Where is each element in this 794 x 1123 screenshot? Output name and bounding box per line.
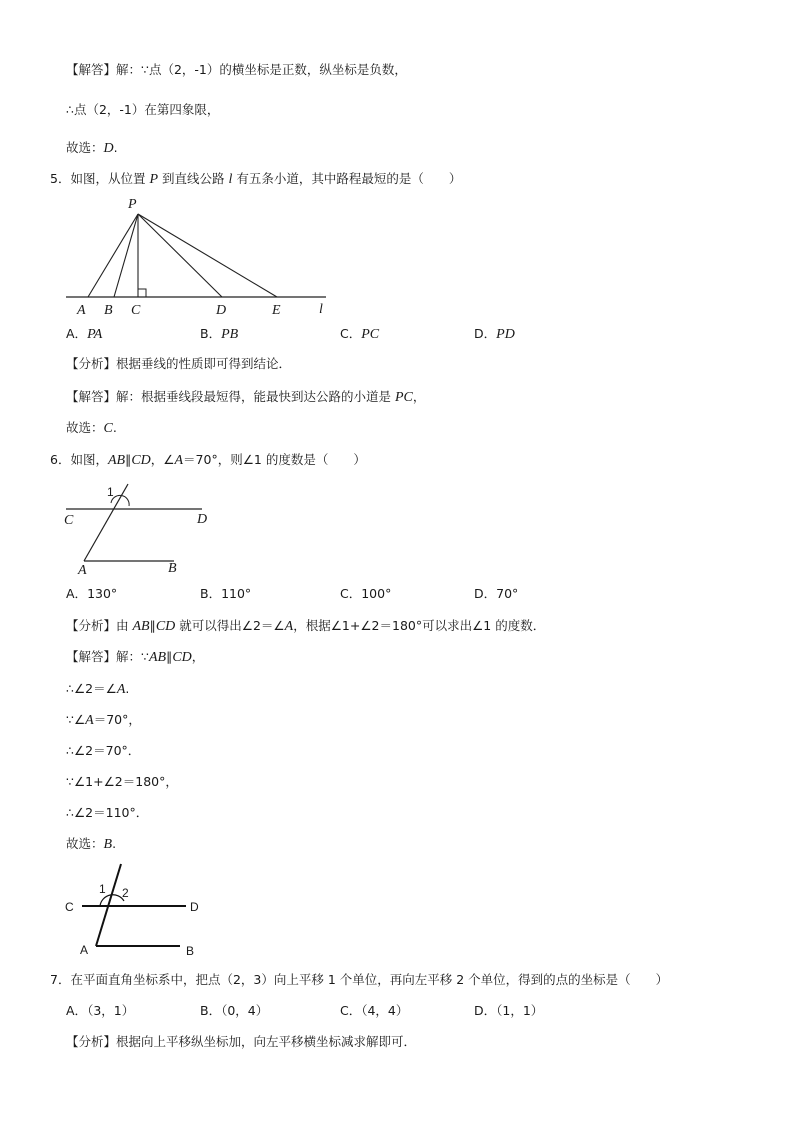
q5-label-l: l: [319, 302, 323, 317]
q6-stem-cd: CD: [131, 453, 151, 468]
q6-choice-letter: B: [103, 837, 113, 852]
q5-option-d-letter: D．: [474, 326, 497, 341]
q6-step-2-a: ∴∠2＝∠: [66, 681, 117, 696]
q6-analysis-ab: AB: [132, 619, 150, 634]
q5-option-d-text: PD: [496, 327, 515, 342]
q5-label-e: E: [272, 303, 281, 318]
q7-option-c[interactable]: [340, 1003, 408, 1019]
q7-option-d-letter: D．: [474, 1003, 497, 1018]
q6s-label-c: C: [65, 900, 74, 914]
q7-option-b-letter: B．: [200, 1003, 222, 1018]
q6-stem-a: 6．如图，: [50, 452, 108, 467]
q7-option-d-text: （1，1）: [496, 1003, 544, 1018]
q6-step-6-text: ∴∠2＝110°．: [66, 805, 149, 820]
q5-stem-a: 5．如图，从位置: [50, 171, 150, 186]
q6-step-1-ab: AB: [148, 650, 167, 665]
q5-option-a-text: PA: [87, 327, 103, 342]
q4-solution-line2-text: ∴点（2，-1）在第四象限，: [66, 102, 220, 117]
q7-option-a-letter: A．: [66, 1003, 88, 1018]
q6-label-c: C: [64, 513, 74, 528]
q6-step-1-cd: CD: [172, 650, 192, 665]
q5-label-c: C: [131, 303, 141, 318]
q7-analysis-text: 【分析】根据向上平移纵坐标加，向左平移横坐标减求解即可．: [66, 1034, 417, 1049]
q6-stem-ab: AB: [107, 453, 126, 468]
q5-choice-prefix: 故选：: [66, 420, 104, 435]
q6-stem-parallel: ∥: [125, 452, 132, 467]
q6-option-c-text: 100°: [361, 586, 392, 601]
q7-option-a[interactable]: [66, 1003, 134, 1019]
q7-options: [66, 1003, 666, 1019]
q6-step-1-parallel: ∥: [166, 649, 173, 664]
q7-analysis: [66, 1034, 416, 1050]
q4-choice-letter: D: [103, 141, 114, 156]
q6-step-1-a: 【解答】解：∵: [66, 649, 149, 664]
q6-label-1: 1: [107, 485, 114, 499]
q4-choice-end: .: [113, 140, 118, 155]
q7-option-a-text: （3，1）: [87, 1003, 135, 1018]
q7-option-c-letter: C．: [340, 1003, 362, 1018]
q5-choice-end: .: [112, 420, 117, 435]
q6-label-a: A: [78, 563, 87, 578]
q6-stem-avar: A: [174, 453, 184, 468]
q6s-label-d: D: [190, 900, 199, 914]
q6-choice-prefix: 故选：: [66, 836, 104, 851]
q6-choice-end: .: [112, 836, 117, 851]
q6s-label-1: 1: [99, 882, 106, 896]
q7-option-c-text: （4，4）: [361, 1003, 409, 1018]
q5-solution-text: 【解答】解：根据垂线段最短得，能最快到达公路的小道是: [66, 389, 395, 404]
q6-option-d-letter: D．: [474, 586, 497, 601]
q7-option-d[interactable]: [474, 1003, 543, 1019]
q5-analysis-text: 【分析】根据垂线的性质即可得到结论．: [66, 356, 292, 371]
q5-stem-l: l: [228, 172, 233, 187]
q5-option-a-letter: A．: [66, 326, 88, 341]
q6-option-c-letter: C．: [340, 586, 362, 601]
q6-option-a-letter: A．: [66, 586, 88, 601]
q6-step-1-end: ，: [191, 649, 205, 664]
q5-option-b-letter: B．: [200, 326, 222, 341]
q6-label-d: D: [197, 512, 208, 527]
q4-choice-prefix: 故选：: [66, 140, 104, 155]
q5-solution-end: ，: [412, 389, 426, 404]
q6-label-b: B: [168, 561, 177, 576]
q6-step-3-avar: A: [85, 713, 94, 728]
q6-step-3-end: ＝70°，: [93, 712, 141, 727]
q5-stem-b: 到直线公路: [158, 171, 229, 186]
q7-option-b-text: （0，4）: [221, 1003, 269, 1018]
q5-option-c-text: PC: [361, 327, 380, 342]
q6-analysis-avar: A: [284, 619, 294, 634]
q6s-label-2: 2: [122, 886, 129, 900]
q6-step-2-end: .: [125, 681, 130, 696]
q5-label-a: A: [77, 303, 86, 318]
q6s-label-a: A: [80, 943, 89, 957]
q7-option-b[interactable]: [200, 1003, 268, 1019]
q6-analysis-b: 就可以得出∠2＝∠: [175, 618, 285, 633]
q6-stem-c: ＝70°，则∠1 的度数是（ ）: [183, 452, 366, 467]
q5-stem-p: P: [149, 172, 158, 187]
q4-solution-text: 【解答】解：∵点（2，-1）的横坐标是正数，纵坐标是负数，: [66, 62, 407, 77]
q6-analysis-a: 【分析】由: [66, 618, 133, 633]
q6-step-2-avar: A: [116, 682, 126, 697]
q6-analysis-cd: CD: [155, 619, 176, 634]
q5-option-b-text: PB: [221, 327, 239, 342]
q5-label-d: D: [216, 303, 227, 318]
q5-option-c-letter: C．: [340, 326, 362, 341]
q6-step-4-text: ∴∠2＝70°．: [66, 743, 141, 758]
q6-step-3-a: ∵∠: [66, 712, 86, 727]
q5-solution-var: PC: [394, 390, 413, 405]
q5-stem-c: 有五条小道，其中路程最短的是（ ）: [232, 171, 462, 186]
q5-label-b: B: [104, 303, 113, 318]
q6-option-b-text: 110°: [221, 586, 252, 601]
q7-stem: [50, 972, 668, 988]
q6-step-5-text: ∵∠1+∠2＝180°，: [66, 774, 178, 789]
q7-stem-text: 7．在平面直角坐标系中，把点（2，3）向上平移 1 个单位，再向左平移 2 个单位，得到的点的坐标是（ ）: [50, 972, 669, 987]
q6-stem-b: ，∠: [150, 452, 175, 467]
q5-choice-letter: C: [103, 421, 113, 436]
q6s-label-b: B: [186, 944, 195, 958]
q6-option-d-text: 70°: [496, 586, 519, 601]
q6-analysis-c: ，根据∠1+∠2＝180°可以求出∠1 的度数．: [293, 618, 546, 633]
q6-option-a-text: 130°: [87, 586, 118, 601]
q5-label-p: P: [128, 197, 137, 212]
q6-analysis-parallel: ∥: [149, 618, 156, 633]
q6-option-b-letter: B．: [200, 586, 222, 601]
